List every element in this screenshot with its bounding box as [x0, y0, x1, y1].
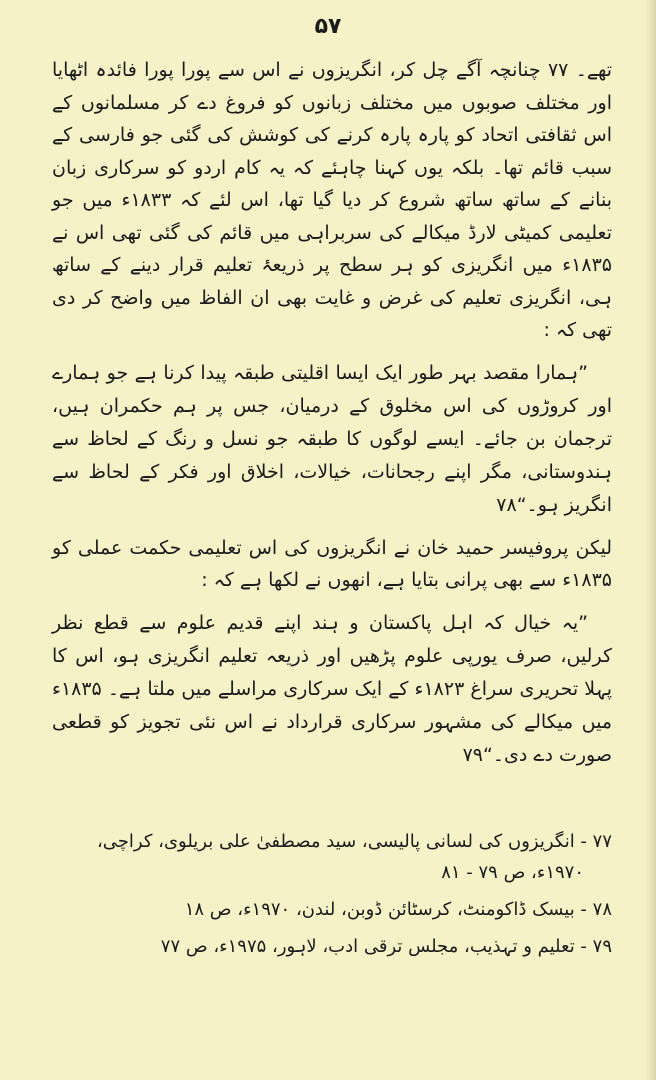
quote-macaulay-text: ”ہمارا مقصد بہر طور ایک ایسا اقلیتی طبقہ پیدا کرنا ہے جو ہمارے اور کروڑوں کی اس مخلوق کے درمیان، جس پر ہم حکمران ہیں، ترجمان بن جائے۔ ایسے لوگوں کا طبقہ جو نسل و رنگ کے لحاظ سے ہندوستانی، مگر اپنے رجحانات، خیالات، اخلاق اور فکر کے لحاظ سے انگریز ہو۔“۷۸: [52, 361, 612, 516]
paragraph-1: تھے۔ ۷۷ چنانچہ آگے چل کر، انگریزوں نے اس سے پورا پورا فائدہ اٹھایا اور مختلف صوبوں میں مختلف زبانوں کو فروغ دے کر مسلمانوں کے اس ثقافتی اتحاد کو پارہ پارہ کرنے کی کوشش کی گئی جو فارسی کے سبب قائم تھا۔ بلکہ یوں کہنا چاہئے کہ یہ کام اردو کو سرکاری زبان بنانے کے ساتھ ساتھ شروع کر دیا گیا تھا، اس لئے کہ ۱۸۳۳ء میں جو تعلیمی کمیٹی لارڈ میکالے کی سربراہی میں قائم کی گئی تھی اس نے ۱۸۳۵ء میں انگریزی کو ہر سطح پر ذریعۂ تعلیم قرار دینے کے ساتھ ہی، انگریزی تعلیم کی غرض و غایت بھی ان الفاظ میں واضح کر دی تھی کہ :: [52, 59, 613, 341]
footnote-79: ۷۹ - تعلیم و تہذیب، مجلس ترقی ادب، لاہور، ۱۹۷۵ء، ص ۷۷: [160, 936, 612, 957]
main-text: [52, 54, 612, 772]
quote-macaulay: [52, 357, 612, 522]
footnote-78: ۷۸ - بیسک ڈاکومنٹ، کرسٹائن ڈوبن، لندن، ۱۹۷۰ء، ص ۱۸: [184, 899, 612, 920]
quote-hamid-khan-text: ”یہ خیال کہ اہل پاکستان و ہند اپنے قدیم علوم سے قطع نظر کرلیں، صرف یورپی علوم پڑھیں اور ذریعہ تعلیم انگریزی ہو، اس کا پہلا تحریری سراغ ۱۸۲۳ء کے ایک سرکاری مراسلے میں ملتا ہے۔ ۱۸۳۵ء میں میکالے کی مشہور سرکاری قرارداد نے اس نئی تجویز کو قطعی صورت دے دی۔“۷۹: [52, 611, 612, 766]
scan-edge-shadow: [646, 0, 656, 1080]
footnote-77-continued: ۱۹۷۰ء، ص ۷۹ - ۸۱: [441, 862, 584, 883]
paragraph-2: لیکن پروفیسر حمید خان نے انگریزوں کی اس تعلیمی حکمت عملی کو ۱۸۳۵ء سے بھی پرانی بتایا ہے، انھوں نے لکھا ہے کہ :: [52, 536, 612, 591]
page-number: ۵۷: [314, 14, 342, 39]
footnotes: [52, 826, 612, 968]
footnote-77: ۷۷ - انگریزوں کی لسانی پالیسی، سید مصطفیٰ علی بریلوی، کراچی،: [96, 831, 612, 852]
quote-hamid-khan: [52, 607, 612, 772]
